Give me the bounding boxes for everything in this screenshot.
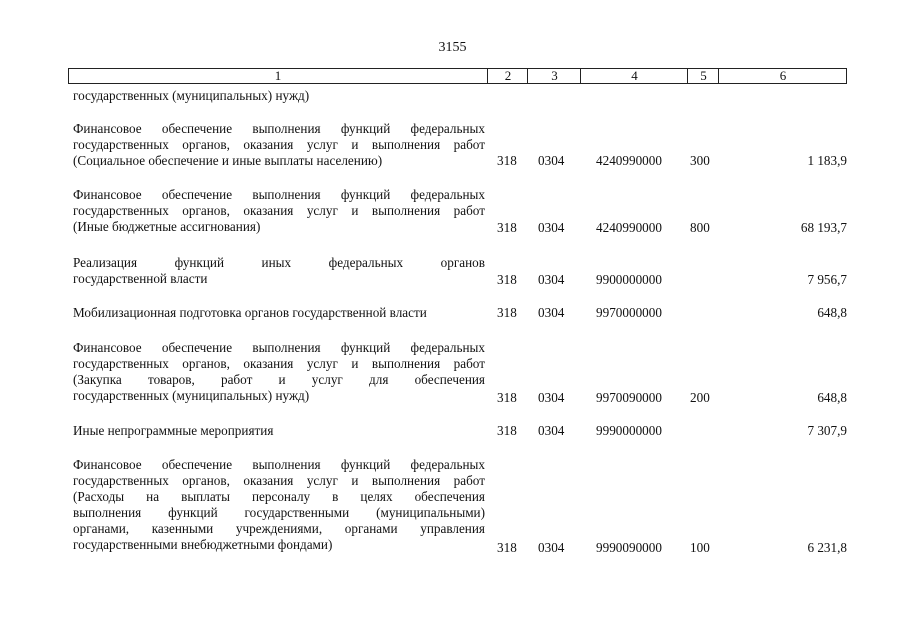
row-description — [73, 340, 485, 404]
cell-ministry-code: 318 — [497, 540, 517, 555]
description-line: Финансовое обеспечение выполнения функций федеральных — [73, 187, 485, 202]
cell-expense-type: 800 — [690, 220, 710, 235]
description-line: (Закупка товаров, работ и услуг для обеспечения — [73, 372, 485, 387]
description-line: Финансовое обеспечение выполнения функций федеральных — [73, 340, 485, 355]
cell-target-article: 9990000000 — [596, 423, 662, 438]
cell-ministry-code: 318 — [497, 153, 517, 168]
description-line: Финансовое обеспечение выполнения функций федеральных — [73, 457, 485, 472]
cell-section-code: 0304 — [538, 540, 565, 555]
cell-ministry-code: 318 — [497, 390, 517, 405]
column-header-4: 4 — [580, 68, 688, 84]
row-description — [73, 255, 485, 287]
cell-section-code: 0304 — [538, 153, 565, 168]
description-line: (Иные бюджетные ассигнования) — [73, 219, 261, 234]
cell-target-article: 4240990000 — [596, 220, 662, 235]
cell-expense-type: 100 — [690, 540, 710, 555]
description-line: государственных (муниципальных) нужд) — [73, 388, 310, 403]
description-line: государственной власти — [73, 271, 208, 286]
cell-amount: 7 956,7 — [807, 272, 847, 287]
row-description — [73, 187, 485, 235]
description-line: государственных органов, оказания услуг и выполнения работ — [73, 137, 485, 152]
column-header-row — [68, 68, 847, 84]
cell-expense-type: 300 — [690, 153, 710, 168]
description-line: органами, казенными учреждениями, органами управления — [73, 521, 485, 536]
cell-ministry-code: 318 — [497, 423, 517, 438]
cell-amount: 1 183,9 — [807, 153, 847, 168]
cell-amount: 68 193,7 — [800, 220, 847, 235]
row-description — [73, 305, 485, 321]
cell-ministry-code: 318 — [497, 220, 517, 235]
cell-section-code: 0304 — [538, 390, 565, 405]
description-line: государственными внебюджетными фондами) — [73, 537, 333, 552]
cell-amount: 648,8 — [817, 305, 847, 320]
description-line: (Социальное обеспечение и иные выплаты населению) — [73, 153, 383, 168]
cell-target-article: 9970000000 — [596, 305, 662, 320]
column-header-3: 3 — [527, 68, 581, 84]
description-line: Финансовое обеспечение выполнения функций федеральных — [73, 121, 485, 136]
description-line: выполнения функций государственными (муниципальными) — [73, 505, 485, 520]
row-description — [73, 121, 485, 169]
description-line: государственных органов, оказания услуг и выполнения работ — [73, 356, 485, 371]
cell-amount: 648,8 — [817, 390, 847, 405]
row-description — [73, 88, 485, 104]
cell-section-code: 0304 — [538, 220, 565, 235]
cell-section-code: 0304 — [538, 272, 565, 287]
description-line: государственных органов, оказания услуг и выполнения работ — [73, 203, 485, 218]
cell-target-article: 9970090000 — [596, 390, 662, 405]
cell-expense-type: 200 — [690, 390, 710, 405]
column-header-2: 2 — [487, 68, 528, 84]
cell-section-code: 0304 — [538, 305, 565, 320]
description-line: Иные непрограммные мероприятия — [73, 423, 274, 438]
cell-ministry-code: 318 — [497, 272, 517, 287]
cell-amount: 6 231,8 — [807, 540, 847, 555]
column-header-6: 6 — [718, 68, 847, 84]
description-line: государственных органов, оказания услуг и выполнения работ — [73, 473, 485, 488]
description-line: государственных (муниципальных) нужд) — [73, 88, 310, 103]
description-line: Мобилизационная подготовка органов государственной власти — [73, 305, 427, 320]
row-description — [73, 423, 485, 439]
row-description — [73, 457, 485, 553]
column-header-1: 1 — [274, 68, 282, 83]
cell-amount: 7 307,9 — [807, 423, 847, 438]
cell-ministry-code: 318 — [497, 305, 517, 320]
cell-section-code: 0304 — [538, 423, 565, 438]
column-header-5: 5 — [687, 68, 719, 84]
page-number: 3155 — [438, 40, 467, 55]
description-line: Реализация функций иных федеральных органов — [73, 255, 485, 270]
cell-target-article: 4240990000 — [596, 153, 662, 168]
description-line: (Расходы на выплаты персоналу в целях обеспечения — [73, 489, 485, 504]
cell-target-article: 9900000000 — [596, 272, 662, 287]
cell-target-article: 9990090000 — [596, 540, 662, 555]
